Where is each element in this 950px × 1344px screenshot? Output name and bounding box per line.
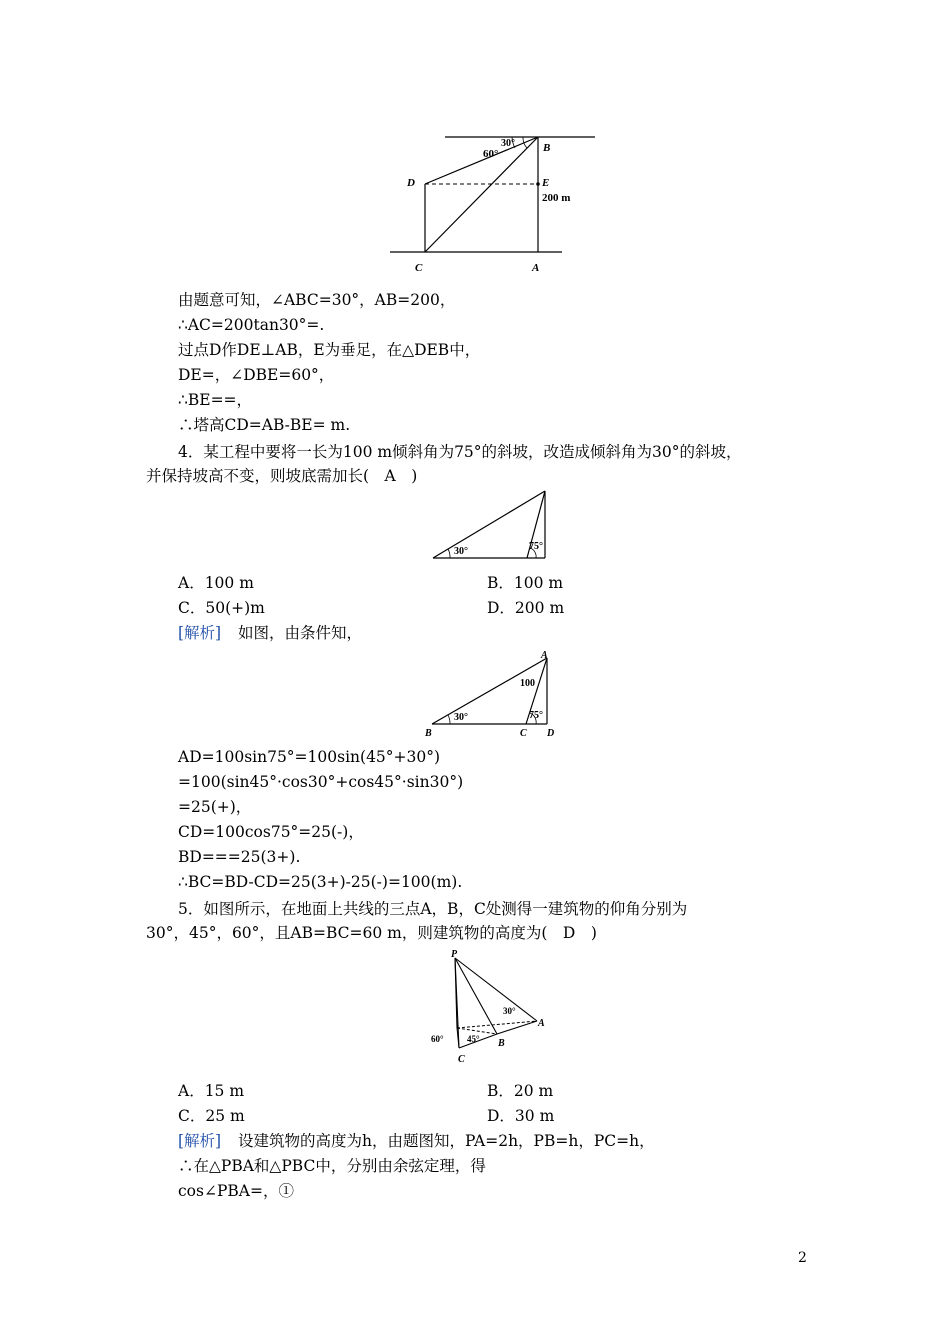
point-label-c: C bbox=[415, 262, 423, 274]
analysis-step: cos∠PBA=，① bbox=[178, 1182, 294, 1200]
length-label-100: 100 bbox=[520, 678, 535, 689]
figure-slope-labeled-svg bbox=[422, 648, 562, 740]
option-b: B．100 m bbox=[487, 574, 564, 592]
analysis-step: BD===25(3+). bbox=[178, 848, 301, 866]
option-a: A．15 m bbox=[178, 1082, 245, 1100]
option-d: D．30 m bbox=[487, 1107, 555, 1125]
point-label-a: A bbox=[538, 1018, 545, 1029]
option-c: C．50(+)m bbox=[178, 599, 265, 617]
analysis-step: ∴BC=BD-CD=25(3+)-25(-)=100(m). bbox=[178, 873, 463, 891]
angle-label-30: 30° bbox=[454, 546, 468, 557]
question-4-stem: 4．某工程中要将一长为100 m倾斜角为75°的斜坡，改造成倾斜角为30°的斜坡， bbox=[178, 443, 742, 461]
figure-tower bbox=[380, 128, 610, 278]
figure-slope-svg bbox=[430, 488, 555, 563]
angle-label-75: 75° bbox=[529, 710, 543, 721]
analysis-step: CD=100cos75°=25(-)， bbox=[178, 823, 364, 841]
option-d: D．200 m bbox=[487, 599, 565, 617]
analysis-tag: [解析] bbox=[178, 624, 222, 642]
figure-building-svg bbox=[425, 948, 555, 1070]
point-label-c: C bbox=[520, 728, 527, 739]
analysis-line bbox=[178, 623, 362, 643]
solution-line: ∴塔高CD=AB-BE= m. bbox=[178, 416, 351, 434]
point-label-c: C bbox=[458, 1054, 465, 1065]
analysis-line bbox=[178, 1131, 655, 1151]
point-label-b: B bbox=[543, 142, 551, 154]
figure-building bbox=[425, 948, 555, 1070]
point-label-b: B bbox=[498, 1038, 505, 1049]
point-label-b: B bbox=[425, 728, 432, 739]
analysis-text: 如图，由条件知， bbox=[238, 624, 363, 642]
angle-label-30: 30° bbox=[501, 138, 515, 149]
analysis-step: AD=100sin75°=100sin(45°+30°) bbox=[178, 748, 441, 766]
option-c: C．25 m bbox=[178, 1107, 245, 1125]
solution-line: DE=，∠DBE=60°， bbox=[178, 366, 335, 384]
solution-line: 过点D作DE⊥AB，E为垂足，在△DEB中， bbox=[178, 341, 481, 359]
figure-slope-labeled bbox=[422, 648, 562, 740]
question-4-stem: 并保持坡高不变，则坡底需加长( A ) bbox=[146, 467, 418, 485]
figure-tower-svg bbox=[380, 128, 610, 278]
figure-slope bbox=[430, 488, 555, 563]
analysis-text: 设建筑物的高度为h，由题图知，PA=2h，PB=h，PC=h， bbox=[238, 1132, 655, 1150]
angle-label-60: 60° bbox=[431, 1034, 444, 1044]
point-label-a: A bbox=[532, 262, 540, 274]
point-label-e: E bbox=[542, 177, 550, 189]
angle-label-60: 60° bbox=[483, 148, 499, 160]
analysis-step: ∴在△PBA和△PBC中，分别由余弦定理，得 bbox=[178, 1157, 486, 1175]
analysis-step: =100(sin45°·cos30°+cos45°·sin30°) bbox=[178, 773, 464, 791]
height-label: 200 m bbox=[542, 192, 571, 204]
option-b: B．20 m bbox=[487, 1082, 554, 1100]
page-number: 2 bbox=[798, 1250, 807, 1266]
angle-label-75: 75° bbox=[529, 541, 543, 552]
solution-line: ∴AC=200tan30°=. bbox=[178, 316, 325, 334]
point-label-d: D bbox=[547, 728, 555, 739]
angle-label-45: 45° bbox=[467, 1034, 480, 1044]
angle-label-30: 30° bbox=[454, 712, 468, 723]
question-5-stem: 30°，45°，60°，且AB=BC=60 m，则建筑物的高度为( D ) bbox=[146, 924, 597, 942]
analysis-tag: [解析] bbox=[178, 1132, 222, 1150]
point-label-d: D bbox=[407, 177, 415, 189]
angle-label-30: 30° bbox=[503, 1006, 516, 1016]
question-5-stem: 5．如图所示，在地面上共线的三点A，B，C处测得一建筑物的仰角分别为 bbox=[178, 900, 688, 918]
analysis-step: =25(+)， bbox=[178, 798, 252, 816]
point-label-a: A bbox=[541, 650, 548, 661]
point-label-p: P bbox=[451, 949, 458, 960]
solution-line: ∴BE==， bbox=[178, 391, 253, 409]
solution-line: 由题意可知，∠ABC=30°，AB=200， bbox=[178, 291, 456, 309]
option-a: A．100 m bbox=[178, 574, 254, 592]
